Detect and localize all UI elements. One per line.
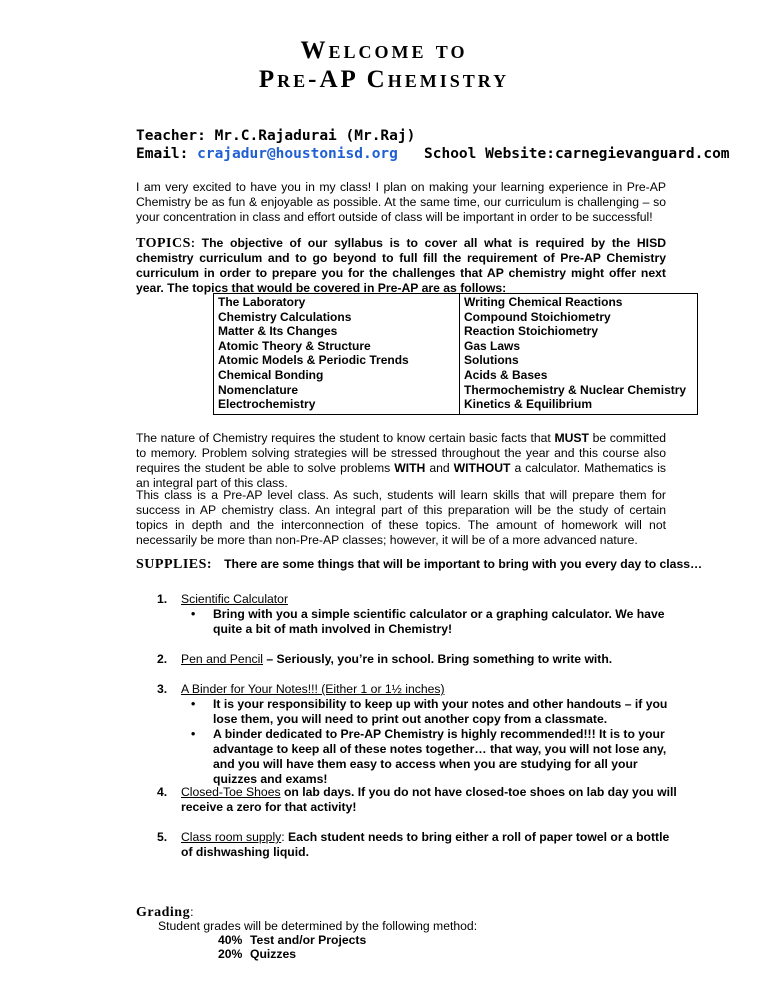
supply-title: A Binder for Your Notes!!! (Either 1 or 1½ inches) — [181, 682, 445, 696]
nature-emphasis-must: MUST — [554, 431, 589, 445]
page-title-line-2: Pre-AP Chemistry — [258, 66, 510, 93]
grading-heading: Grading — [136, 905, 191, 920]
intro-paragraph: I am very excited to have you in my class! I plan on making your learning experience in Pre-AP Chemistry be as fun & enjoyable as possible. At the same time, our curriculum is challenging – so your concentration in class and effort outside of class will be important in order to be successful! — [136, 180, 666, 224]
topics-table — [213, 293, 698, 415]
topic-item: Electrochemistry — [218, 397, 316, 412]
page-title-line-1: Welcome to — [300, 37, 468, 64]
supply-text: on lab days. If you do not have closed-toe shoes on lab day you will receive a zero for that activity! — [181, 785, 677, 814]
supply-item — [158, 830, 678, 860]
supply-title: Closed-Toe Shoes — [181, 785, 281, 799]
topic-item: Atomic Models & Periodic Trends — [218, 353, 409, 368]
topics-text: : The objective of our syllabus is to cover all what is required by the HISD chemistry curriculum and to go beyond to full fill the requirement of Pre-AP Chemistry curriculum in order to prepare you for the challenges that AP chemistry might offer next year. The topics that would be covered in Pre-AP are as follows: — [136, 236, 666, 295]
nature-paragraph — [136, 431, 666, 491]
email-label: Email: — [136, 146, 198, 162]
topic-item: Chemistry Calculations — [218, 309, 352, 324]
nature-emphasis-with: WITH — [394, 461, 426, 475]
grading-colon: : — [190, 905, 194, 919]
school-website: School Website:carnegievanguard.com — [424, 146, 730, 162]
nature-text: be committed to memory. Problem solving strategies will be stressed throughout the year and this course also requires the student be able to solve problems — [136, 431, 666, 475]
grade-percent: 40% — [218, 933, 243, 947]
topic-item: Writing Chemical Reactions — [464, 295, 623, 309]
nature-text: a calculator. Mathematics is an integral part of this class. — [136, 461, 666, 490]
email-link[interactable]: crajadur@houstonisd.org — [197, 146, 398, 162]
supply-number: 1. — [157, 592, 168, 606]
supply-bullet: • Bring with you a simple scientific calculator or a graphing calculator. We have quite a bit of math involved in Chemistry! — [191, 607, 665, 636]
topic-item: Nomenclature — [218, 382, 299, 397]
teacher-name: Teacher: Mr.C.Rajadurai (Mr.Raj) — [136, 128, 416, 144]
topic-item: Atomic Theory & Structure — [218, 338, 371, 353]
supply-number: 2. — [157, 652, 168, 666]
grade-label: Test and/or Projects — [250, 933, 367, 947]
supply-bullet: • A binder dedicated to Pre-AP Chemistry is highly recommended!!! It is to your advantage to keep all of these notes together… that way, you will not lose any, and you will have them easy to access when you are studying for all your quizzes and exams! — [191, 727, 667, 786]
supply-text: Each student needs to bring either a roll of paper towel or a bottle of dishwashing liquid. — [181, 830, 670, 859]
topics-paragraph — [136, 236, 666, 296]
grading-text: Student grades will be determined by the following method: — [158, 919, 478, 933]
bullet-icon: • — [191, 727, 196, 741]
supply-title: Pen and Pencil — [181, 652, 263, 666]
topic-item: Chemical Bonding — [218, 367, 324, 382]
grade-percent: 20% — [218, 947, 243, 961]
topic-item: Thermochemistry & Nuclear Chemistry — [464, 382, 687, 397]
supply-colon: : — [281, 830, 289, 844]
grade-label: Quizzes — [250, 947, 297, 961]
nature-emphasis-without: WITHOUT — [453, 461, 511, 475]
topic-item: Gas Laws — [464, 338, 521, 353]
supply-item — [158, 785, 678, 815]
supply-item — [158, 652, 678, 667]
topic-item: Solutions — [464, 353, 519, 368]
topic-item: Reaction Stoichiometry — [464, 324, 599, 339]
bullet-icon: • — [191, 607, 196, 621]
supplies-text: There are some things that will be important to bring with you every day to class… — [224, 557, 703, 571]
supplies-heading: SUPPLIES: — [136, 557, 213, 572]
supply-title: Class room supply — [181, 830, 282, 844]
supply-item — [158, 682, 678, 787]
topic-item: Compound Stoichiometry — [464, 309, 611, 324]
supply-text: – Seriously, you’re in school. Bring something to write with. — [263, 652, 613, 666]
supply-number: 5. — [157, 830, 168, 844]
topic-item: Matter & Its Changes — [218, 324, 338, 339]
supplies-line — [136, 557, 702, 573]
topic-item: Kinetics & Equilibrium — [464, 397, 593, 412]
supply-title: Scientific Calculator — [181, 592, 289, 606]
supply-number: 4. — [157, 785, 168, 799]
topics-column-right — [460, 294, 698, 415]
grade-row — [218, 933, 366, 947]
topics-column-left — [214, 294, 460, 415]
supply-bullet: • It is your responsibility to keep up with your notes and other handouts – if you lose them, you will need to print out another copy from a classmate. — [191, 697, 668, 726]
grade-row — [218, 947, 296, 961]
nature-text: The nature of Chemistry requires the student to know certain basic facts that — [136, 431, 555, 445]
topics-heading: TOPICS — [136, 236, 191, 251]
topic-item: The Laboratory — [218, 295, 306, 309]
class-level-paragraph: This class is a Pre-AP level class. As such, students will learn skills that will prepare them for success in AP chemistry class. An integral part of this preparation will be the study of certain topics in depth and the interconnection of these topics. The amount of homework will not necessarily be more than non-Pre-AP classes; however, it will be of a more advanced nature. — [136, 488, 666, 547]
topic-item: Acids & Bases — [464, 367, 548, 382]
supply-number: 3. — [157, 682, 168, 696]
email-line — [136, 146, 398, 162]
nature-text: and — [425, 461, 454, 475]
bullet-icon: • — [191, 697, 196, 711]
supply-item — [158, 592, 678, 637]
